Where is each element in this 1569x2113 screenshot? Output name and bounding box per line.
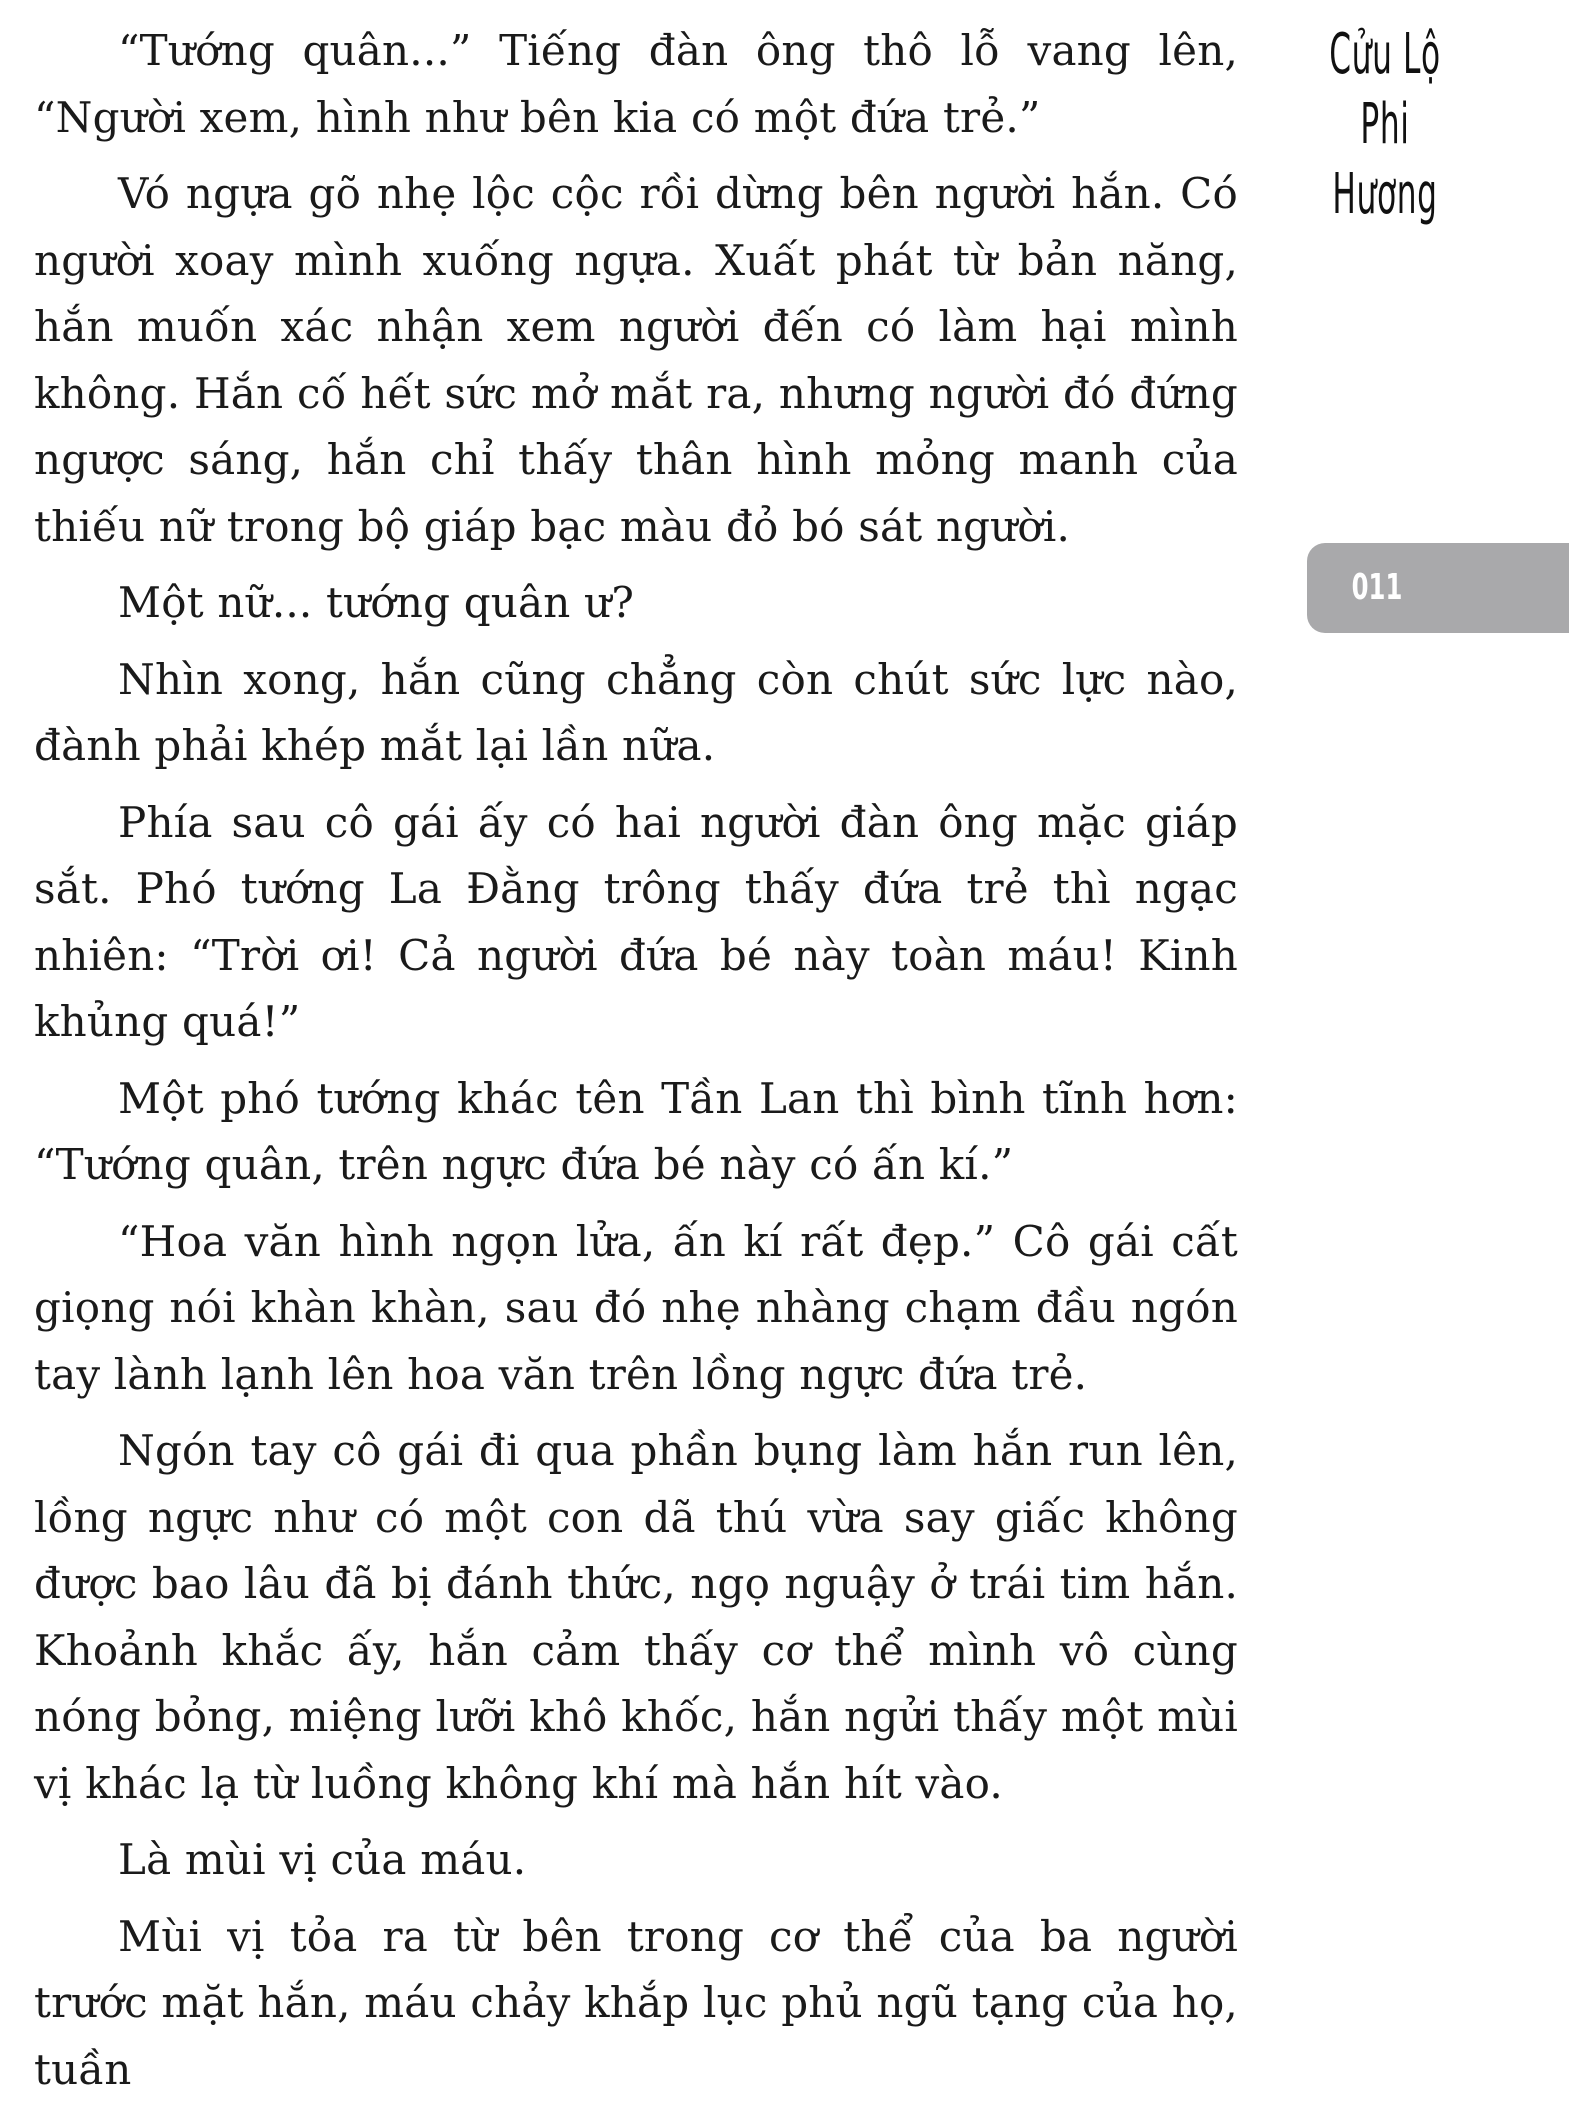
paragraph-5: Phía sau cô gái ấy có hai người đàn ông mặc giáp sắt. Phó tướng La Đằng trông thấy đứa trẻ thì ngạc nhiên: “Trời ơi! Cả người đứa bé này toàn máu! Kinh khủng quá!” xyxy=(34,797,1238,1046)
paragraph-10: Mùi vị tỏa ra từ bên trong cơ thể của ba người trước mặt hắn, máu chảy khắp lục phủ ngũ tạng của họ, tuần xyxy=(34,1911,1238,2094)
page-number-tab xyxy=(1307,543,1569,633)
book-title-line-3: Hương xyxy=(1332,162,1438,227)
paragraph-1: “Tướng quân...” Tiếng đàn ông thô lỗ vang lên, “Người xem, hình như bên kia có một đứa trẻ.” xyxy=(34,26,1238,142)
paragraph-3: Một nữ... tướng quân ư? xyxy=(118,578,635,627)
page-number: 011 xyxy=(1351,567,1403,608)
paragraph-6: Một phó tướng khác tên Tần Lan thì bình tĩnh hơn: “Tướng quân, trên ngực đứa bé này có ấn kí.” xyxy=(34,1073,1238,1189)
paragraph-9: Là mùi vị của máu. xyxy=(118,1835,527,1884)
book-title-line-2: Phi xyxy=(1360,92,1410,157)
paragraph-7: “Hoa văn hình ngọn lửa, ấn kí rất đẹp.” Cô gái cất giọng nói khàn khàn, sau đó nhẹ nhàng chạm đầu ngón tay lành lạnh lên hoa văn trên lồng ngực đứa trẻ. xyxy=(34,1216,1238,1399)
paragraph-4: Nhìn xong, hắn cũng chẳng còn chút sức lực nào, đành phải khép mắt lại lần nữa. xyxy=(34,654,1238,770)
paragraph-8: Ngón tay cô gái đi qua phần bụng làm hắn run lên, lồng ngực như có một con dã thú vừa say giấc không được bao lâu đã bị đánh thức, ngọ nguậy ở trái tim hắn. Khoảnh khắc ấy, hắn cảm thấy cơ thể mình vô cùng nóng bỏng, miệng lưỡi khô khốc, hắn ngửi thấy một mùi vị khác lạ từ luồng không khí mà hắn hít vào. xyxy=(34,1426,1238,1808)
paragraph-2: Vó ngựa gõ nhẹ lộc cộc rồi dừng bên người hắn. Có người xoay mình xuống ngựa. Xuất phát từ bản năng, hắn muốn xác nhận xem người đến có làm hại mình không. Hắn cố hết sức mở mắt ra, nhưng người đó đứng ngược sáng, hắn chỉ thấy thân hình mỏng manh của thiếu nữ trong bộ giáp bạc màu đỏ bó sát người. xyxy=(34,169,1238,551)
book-title xyxy=(1329,20,1441,230)
book-title-line-1: Cửu Lộ xyxy=(1329,22,1441,87)
page-body xyxy=(34,18,1238,2113)
